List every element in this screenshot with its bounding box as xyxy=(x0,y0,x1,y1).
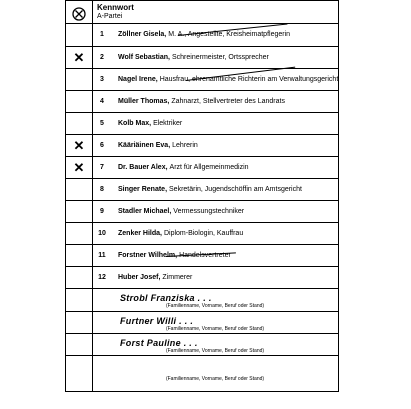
candidate-number: 2 xyxy=(92,47,113,68)
candidate-name: Kääriäinen Eva, xyxy=(118,142,171,149)
ballot-paper xyxy=(65,0,339,392)
write-in-hint: (Familienname, Vorname, Beruf oder Stand) xyxy=(165,303,265,309)
candidate-row[interactable] xyxy=(66,46,338,68)
candidate-occupation: Schreinermeister, Ortssprecher xyxy=(172,54,269,61)
vote-box[interactable] xyxy=(66,157,92,178)
vote-box[interactable] xyxy=(66,91,92,112)
candidate-row[interactable] xyxy=(66,23,338,45)
keyword-label: Kennwort xyxy=(97,3,134,12)
candidate-entry xyxy=(118,267,192,288)
vote-box[interactable] xyxy=(66,47,92,68)
candidate-occupation: Arzt für Allgemeinmedizin xyxy=(169,164,249,171)
candidate-occupation: Handelsvertreter xyxy=(179,252,231,259)
candidate-occupation: Vermessungstechniker xyxy=(173,208,245,215)
candidate-name: Kolb Max, xyxy=(118,120,152,127)
candidate-row[interactable] xyxy=(66,244,338,266)
candidate-occupation: Elektriker xyxy=(153,120,183,127)
cross-mark-icon: ✕ xyxy=(73,159,85,175)
write-in-row[interactable] xyxy=(66,333,338,355)
write-in-row[interactable] xyxy=(66,355,338,393)
vote-box[interactable] xyxy=(66,245,92,266)
vote-box[interactable] xyxy=(66,135,92,156)
candidate-name: Müller Thomas, xyxy=(118,98,170,105)
candidate-number: 1 xyxy=(92,24,113,45)
candidate-row[interactable] xyxy=(66,200,338,222)
candidate-row[interactable] xyxy=(66,178,338,200)
candidate-entry xyxy=(118,69,338,90)
vote-box[interactable] xyxy=(66,179,92,200)
candidate-name: Zöllner Gisela, xyxy=(118,31,167,38)
candidate-name: Wolf Sebastian, xyxy=(118,54,170,61)
candidate-occupation: Zahnarzt, Stellvertreter des Landrats xyxy=(171,98,285,105)
candidate-name: Forstner Wilhelm, xyxy=(118,252,178,259)
write-in-row[interactable] xyxy=(66,288,338,311)
candidate-entry xyxy=(118,201,244,222)
vote-box[interactable] xyxy=(66,223,92,244)
candidate-entry xyxy=(118,24,290,45)
candidate-name: Nagel Irene, xyxy=(118,76,158,83)
candidate-entry xyxy=(118,179,302,200)
candidate-entry xyxy=(118,91,285,112)
write-in-hint: (Familienname, Vorname, Beruf oder Stand) xyxy=(165,326,265,332)
cross-mark-icon: ✕ xyxy=(73,49,85,65)
candidate-name: Zenker Hilda, xyxy=(118,230,162,237)
candidate-number: 7 xyxy=(92,157,113,178)
candidate-number: 5 xyxy=(92,113,113,134)
vote-box[interactable] xyxy=(66,267,92,288)
vote-box[interactable] xyxy=(66,201,92,222)
candidate-number: 6 xyxy=(92,135,113,156)
candidate-entry xyxy=(118,135,198,156)
party-name: A-Partei xyxy=(97,13,123,20)
candidate-occupation: Hausfrau, ehrenamtliche Richterin am Verwaltungsgericht xyxy=(159,76,339,83)
candidate-name: Stadler Michael, xyxy=(118,208,172,215)
candidate-row[interactable] xyxy=(66,112,338,134)
candidate-number: 12 xyxy=(92,267,113,288)
vote-box[interactable] xyxy=(66,113,92,134)
candidate-row[interactable] xyxy=(66,68,338,90)
candidate-row[interactable] xyxy=(66,222,338,244)
candidate-number: 10 xyxy=(92,223,113,244)
candidate-occupation: Diplom-Biologin, Kauffrau xyxy=(163,230,244,237)
candidate-occupation: Sekretärin, Jugendschöffin am Amtsgericht xyxy=(169,186,302,193)
candidate-number: 11 xyxy=(92,245,113,266)
write-in-row[interactable] xyxy=(66,311,338,333)
write-in-name: Strobl Franziska . . . xyxy=(120,293,212,303)
vote-box[interactable] xyxy=(66,24,92,45)
write-in-name: Furtner Willi . . . xyxy=(120,316,194,326)
candidate-entry xyxy=(118,157,249,178)
candidate-entry xyxy=(118,47,269,68)
candidate-name: Huber Josef, xyxy=(118,274,161,281)
candidate-number: 4 xyxy=(92,91,113,112)
candidate-row[interactable] xyxy=(66,266,338,288)
candidate-number: 9 xyxy=(92,201,113,222)
write-in-name: Forst Pauline . . . xyxy=(120,338,198,348)
candidate-entry xyxy=(118,223,243,244)
candidate-occupation: Lehrerin xyxy=(172,142,198,149)
candidate-name: Dr. Bauer Alex, xyxy=(118,164,168,171)
candidate-number: 8 xyxy=(92,179,113,200)
candidate-name: Singer Renate, xyxy=(118,186,168,193)
candidate-entry xyxy=(118,113,182,134)
candidate-row[interactable] xyxy=(66,90,338,112)
write-in-hint: (Familienname, Vorname, Beruf oder Stand) xyxy=(165,348,265,354)
candidate-number: 3 xyxy=(92,69,113,90)
write-in-hint: (Familienname, Vorname, Beruf oder Stand) xyxy=(165,376,265,382)
cross-mark-icon: ✕ xyxy=(73,137,85,153)
candidate-row[interactable] xyxy=(66,134,338,156)
candidate-occupation: M. A., Angestellte, Kreisheimatpflegerin xyxy=(168,31,291,38)
vote-box[interactable] xyxy=(66,69,92,90)
candidate-occupation: Zimmerer xyxy=(162,274,193,281)
candidate-row[interactable] xyxy=(66,156,338,178)
